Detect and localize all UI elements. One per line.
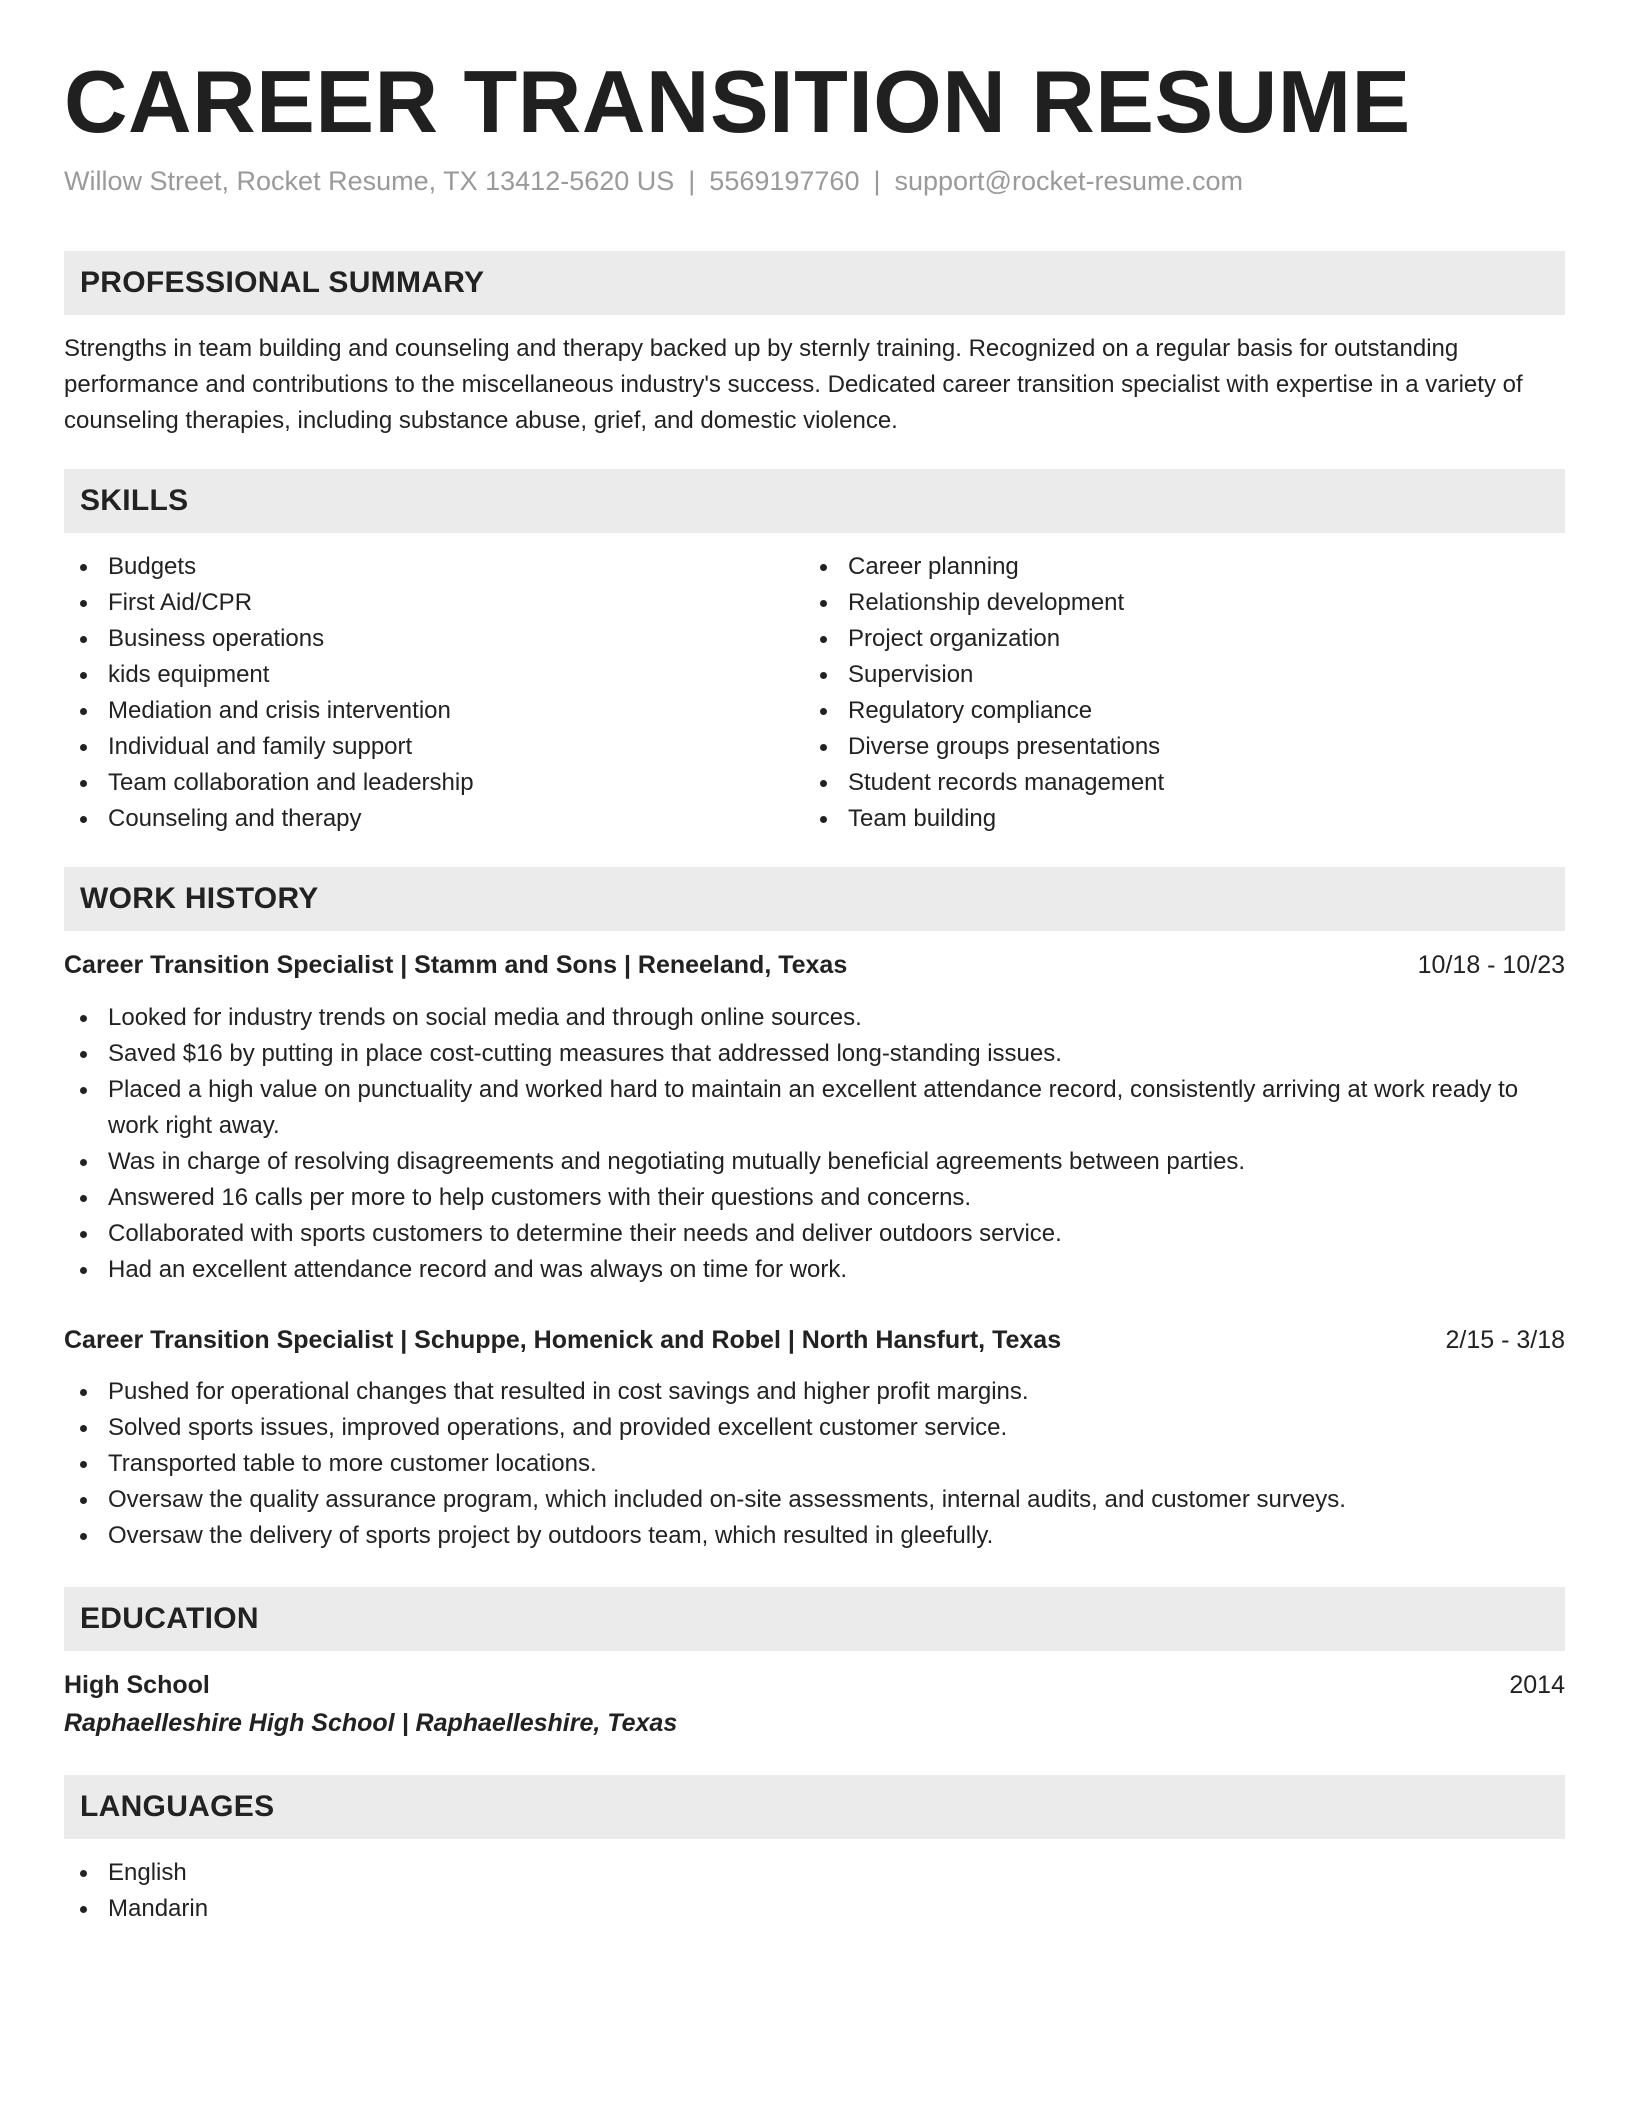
language-item: English: [64, 1855, 1565, 1891]
job-bullet: Transported table to more customer locations.: [64, 1446, 1565, 1482]
resume-title: CAREER TRANSITION RESUME: [64, 52, 1411, 151]
skills-header: [64, 469, 1565, 533]
job-dates: 2/15 - 3/18: [1445, 1326, 1565, 1354]
education-school: Raphaelleshire High School | Raphaelleshire, Texas: [64, 1709, 678, 1737]
contact-phone: 5569197760: [709, 166, 860, 196]
education-line: [64, 1667, 1565, 1703]
skill-item: Business operations: [64, 621, 804, 657]
contact-separator: |: [688, 166, 696, 196]
skill-item: Budgets: [64, 549, 804, 585]
job-title: Career Transition Specialist | Schuppe, Homenick and Robel | North Hansfurt, Texas: [64, 1326, 1062, 1354]
work-history-header: [64, 867, 1565, 931]
skill-item: Regulatory compliance: [804, 693, 1544, 729]
summary-section: [64, 251, 1565, 439]
skill-item: Counseling and therapy: [64, 801, 804, 837]
job-bullets: [64, 1374, 1565, 1554]
summary-heading: PROFESSIONAL SUMMARY: [80, 266, 485, 299]
job-bullet: Oversaw the delivery of sports project by outdoors team, which resulted in gleefully.: [64, 1518, 1565, 1554]
job-bullets: [64, 1000, 1565, 1288]
education-header: [64, 1587, 1565, 1651]
summary-text: Strengths in team building and counseling and therapy backed up by sternly training. Recognized on a regular basis for outstanding performance and contributions to the miscellaneous industry's success. Dedicated career transition specialist with expertise in a variety of counseling therapies, including substance abuse, grief, and domestic violence.: [64, 335, 1523, 434]
job-header: [64, 1322, 1565, 1358]
languages-header: [64, 1775, 1565, 1839]
job-entry: [64, 947, 1565, 1288]
contact-email: support@rocket-resume.com: [894, 166, 1244, 196]
skill-item: Career planning: [804, 549, 1544, 585]
skill-item: Supervision: [804, 657, 1544, 693]
contact-separator: |: [873, 166, 881, 196]
skill-item: Relationship development: [804, 585, 1544, 621]
skill-item: First Aid/CPR: [64, 585, 804, 621]
job-bullet: Saved $16 by putting in place cost-cutting measures that addressed long-standing issues.: [64, 1036, 1565, 1072]
skills-list-right: [804, 549, 1544, 837]
job-bullet: Looked for industry trends on social media and through online sources.: [64, 1000, 1565, 1036]
job-bullet: Pushed for operational changes that resulted in cost savings and higher profit margins.: [64, 1374, 1565, 1410]
skill-item: Diverse groups presentations: [804, 729, 1544, 765]
job-bullet: Oversaw the quality assurance program, which included on-site assessments, internal audits, and customer surveys.: [64, 1482, 1565, 1518]
skill-item: Student records management: [804, 765, 1544, 801]
job-title: Career Transition Specialist | Stamm and Sons | Reneeland, Texas: [64, 951, 848, 979]
contact-address: Willow Street, Rocket Resume, TX 13412-5620 US: [64, 166, 675, 196]
skills-heading: SKILLS: [80, 484, 189, 517]
education-section: [64, 1587, 1565, 1741]
job-header: [64, 947, 1565, 983]
work-history-section: [64, 867, 1565, 1554]
skill-item: Individual and family support: [64, 729, 804, 765]
skill-item: Project organization: [804, 621, 1544, 657]
skills-section: [64, 469, 1565, 837]
languages-list: [64, 1855, 1565, 1927]
language-item: Mandarin: [64, 1891, 1565, 1927]
skill-item: kids equipment: [64, 657, 804, 693]
languages-heading: LANGUAGES: [80, 1790, 275, 1823]
skills-list-left: [64, 549, 804, 837]
job-entry: [64, 1322, 1565, 1554]
summary-header: [64, 251, 1565, 315]
skill-item: Mediation and crisis intervention: [64, 693, 804, 729]
education-degree: High School: [64, 1671, 210, 1699]
education-year: 2014: [1509, 1671, 1565, 1699]
job-bullet: Collaborated with sports customers to determine their needs and deliver outdoors service.: [64, 1216, 1565, 1252]
job-dates: 10/18 - 10/23: [1417, 951, 1565, 979]
job-bullet: Was in charge of resolving disagreements and negotiating mutually beneficial agreements between parties.: [64, 1144, 1565, 1180]
languages-section: [64, 1775, 1565, 1927]
education-heading: EDUCATION: [80, 1602, 259, 1635]
job-bullet: Answered 16 calls per more to help customers with their questions and concerns.: [64, 1180, 1565, 1216]
job-bullet: Had an excellent attendance record and was always on time for work.: [64, 1252, 1565, 1288]
skills-columns: [64, 549, 1565, 837]
skill-item: Team building: [804, 801, 1544, 837]
job-bullet: Placed a high value on punctuality and worked hard to maintain an excellent attendance record, consistently arriving at work ready to work right away.: [64, 1072, 1565, 1144]
job-bullet: Solved sports issues, improved operations, and provided excellent customer service.: [64, 1410, 1565, 1446]
contact-line: [64, 166, 1243, 197]
work-history-heading: WORK HISTORY: [80, 882, 319, 915]
skill-item: Team collaboration and leadership: [64, 765, 804, 801]
